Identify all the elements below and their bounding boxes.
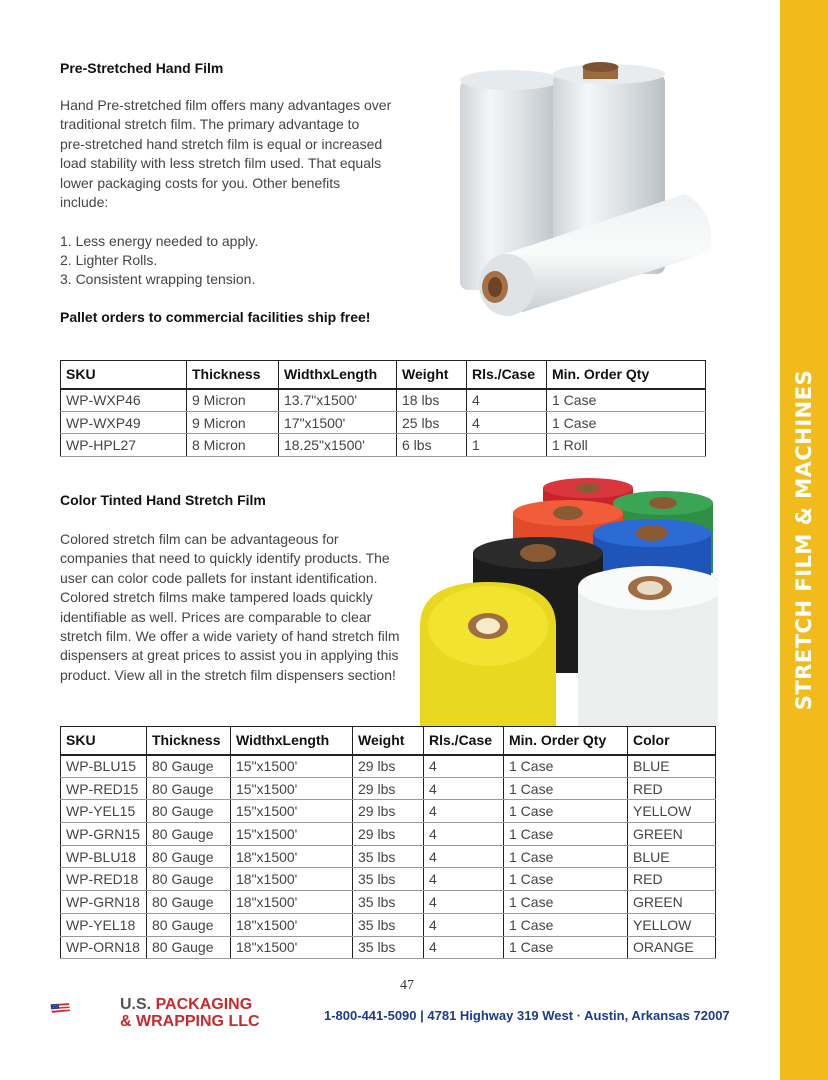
cell-sku: WP-RED18 xyxy=(61,868,147,891)
cell-min-order: 1 Case xyxy=(504,891,628,914)
cell-rolls-case: 4 xyxy=(467,389,547,412)
cell-sku: WP-GRN18 xyxy=(61,891,147,914)
cell-weight: 29 lbs xyxy=(353,823,424,846)
cell-rolls-case: 4 xyxy=(467,411,547,434)
cell-min-order: 1 Case xyxy=(504,800,628,823)
cell-rolls-case: 4 xyxy=(424,891,504,914)
cell-min-order: 1 Case xyxy=(504,845,628,868)
cell-weight: 6 lbs xyxy=(397,434,467,457)
header-width-length: WidthxLength xyxy=(231,727,353,755)
cell-rolls-case: 4 xyxy=(424,800,504,823)
cell-thickness: 80 Gauge xyxy=(147,845,231,868)
cell-color: GREEN xyxy=(628,891,716,914)
cell-thickness: 8 Micron xyxy=(187,434,279,457)
cell-sku: WP-BLU15 xyxy=(61,755,147,778)
contact-info: 1-800-441-5090 | 4781 Highway 319 West · Austin, Arkansas 72007 xyxy=(324,1008,730,1023)
cell-weight: 29 lbs xyxy=(353,755,424,778)
cell-rolls-case: 4 xyxy=(424,823,504,846)
logo-accent: PACKAGING xyxy=(155,996,253,1013)
cell-thickness: 80 Gauge xyxy=(147,777,231,800)
logo-prefix: U.S. xyxy=(120,996,156,1013)
table-row xyxy=(61,411,706,434)
benefits-list xyxy=(60,232,258,289)
cell-thickness: 80 Gauge xyxy=(147,868,231,891)
cell-weight: 35 lbs xyxy=(353,913,424,936)
table-row xyxy=(61,891,716,914)
cell-min-order: 1 Case xyxy=(504,777,628,800)
cell-thickness: 80 Gauge xyxy=(147,823,231,846)
section-heading-prestretched: Pre-Stretched Hand Film xyxy=(60,60,224,76)
cell-sku: WP-ORN18 xyxy=(61,936,147,959)
table-row xyxy=(61,845,716,868)
cell-width-length: 15"x1500' xyxy=(231,823,353,846)
cell-color: ORANGE xyxy=(628,936,716,959)
cell-weight: 35 lbs xyxy=(353,936,424,959)
cell-min-order: 1 Case xyxy=(504,913,628,936)
header-weight: Weight xyxy=(397,361,467,389)
header-thickness: Thickness xyxy=(187,361,279,389)
cell-thickness: 80 Gauge xyxy=(147,800,231,823)
cell-color: YELLOW xyxy=(628,913,716,936)
promo-text: Pallet orders to commercial facilities ship free! xyxy=(60,309,371,325)
cell-min-order: 1 Case xyxy=(504,755,628,778)
table-row xyxy=(61,777,716,800)
cell-width-length: 15"x1500' xyxy=(231,777,353,800)
header-min-order: Min. Order Qty xyxy=(504,727,628,755)
company-logo-text xyxy=(120,996,260,1030)
color-tinted-description xyxy=(60,530,400,685)
cell-min-order: 1 Case xyxy=(547,389,706,412)
cell-color: YELLOW xyxy=(628,800,716,823)
cell-rolls-case: 4 xyxy=(424,936,504,959)
cell-width-length: 18"x1500' xyxy=(231,891,353,914)
prestretched-paragraph: Hand Pre-stretched film offers many advantages over traditional stretch film. The primary advantage to pre-stretched hand stretch film is equal or increased load stability with less stretch film used. That equals lower packaging costs for you. Other benefits include: xyxy=(60,97,392,211)
cell-thickness: 80 Gauge xyxy=(147,891,231,914)
table-row xyxy=(61,936,716,959)
cell-sku: WP-GRN15 xyxy=(61,823,147,846)
cell-thickness: 80 Gauge xyxy=(147,913,231,936)
section-heading-color-tinted: Color Tinted Hand Stretch Film xyxy=(60,492,266,508)
cell-sku: WP-YEL15 xyxy=(61,800,147,823)
header-rolls-case: Rls./Case xyxy=(467,361,547,389)
cell-width-length: 18"x1500' xyxy=(231,868,353,891)
cell-min-order: 1 Roll xyxy=(547,434,706,457)
header-sku: SKU xyxy=(61,361,187,389)
table-row xyxy=(61,434,706,457)
cell-min-order: 1 Case xyxy=(547,411,706,434)
prestretched-description xyxy=(60,96,391,212)
header-rolls-case: Rls./Case xyxy=(424,727,504,755)
cell-color: GREEN xyxy=(628,823,716,846)
table-row xyxy=(61,868,716,891)
cell-width-length: 13.7"x1500' xyxy=(279,389,397,412)
logo-line2: & WRAPPING LLC xyxy=(120,1013,260,1030)
table-row xyxy=(61,913,716,936)
header-thickness: Thickness xyxy=(147,727,231,755)
table-row xyxy=(61,800,716,823)
cell-thickness: 9 Micron xyxy=(187,411,279,434)
cell-sku: WP-YEL18 xyxy=(61,913,147,936)
colored-film-rolls-photo xyxy=(418,478,718,726)
cell-rolls-case: 1 xyxy=(467,434,547,457)
cell-sku: WP-HPL27 xyxy=(61,434,187,457)
cell-rolls-case: 4 xyxy=(424,845,504,868)
cell-min-order: 1 Case xyxy=(504,868,628,891)
header-width-length: WidthxLength xyxy=(279,361,397,389)
cell-rolls-case: 4 xyxy=(424,755,504,778)
cell-width-length: 15"x1500' xyxy=(231,755,353,778)
cell-color: BLUE xyxy=(628,845,716,868)
color-film-table xyxy=(60,726,716,959)
cell-width-length: 17"x1500' xyxy=(279,411,397,434)
clear-film-rolls-photo xyxy=(455,62,725,316)
cell-rolls-case: 4 xyxy=(424,868,504,891)
header-color: Color xyxy=(628,727,716,755)
cell-weight: 35 lbs xyxy=(353,891,424,914)
cell-thickness: 80 Gauge xyxy=(147,936,231,959)
company-logo-flag xyxy=(50,988,120,1028)
cell-width-length: 18"x1500' xyxy=(231,913,353,936)
table-row xyxy=(61,823,716,846)
cell-weight: 35 lbs xyxy=(353,845,424,868)
table-row xyxy=(61,755,716,778)
cell-weight: 25 lbs xyxy=(397,411,467,434)
header-weight: Weight xyxy=(353,727,424,755)
header-min-order: Min. Order Qty xyxy=(547,361,706,389)
cell-sku: WP-RED15 xyxy=(61,777,147,800)
cell-min-order: 1 Case xyxy=(504,936,628,959)
prestretched-film-table xyxy=(60,360,706,457)
list-item: 1. Less energy needed to apply. xyxy=(60,233,259,249)
list-item: 2. Lighter Rolls. xyxy=(60,252,158,268)
page-number: 47 xyxy=(400,978,414,993)
list-item: 3. Consistent wrapping tension. xyxy=(60,271,256,287)
cell-thickness: 9 Micron xyxy=(187,389,279,412)
cell-sku: WP-WXP49 xyxy=(61,411,187,434)
cell-color: BLUE xyxy=(628,755,716,778)
table-header-row xyxy=(61,727,716,755)
cell-sku: WP-BLU18 xyxy=(61,845,147,868)
cell-color: RED xyxy=(628,777,716,800)
table-row xyxy=(61,389,706,412)
side-tab xyxy=(780,0,828,1080)
cell-thickness: 80 Gauge xyxy=(147,755,231,778)
cell-weight: 35 lbs xyxy=(353,868,424,891)
cell-weight: 29 lbs xyxy=(353,800,424,823)
cell-width-length: 15"x1500' xyxy=(231,800,353,823)
cell-color: RED xyxy=(628,868,716,891)
cell-rolls-case: 4 xyxy=(424,913,504,936)
header-sku: SKU xyxy=(61,727,147,755)
color-tinted-paragraph: Colored stretch film can be advantageous for companies that need to quickly identify products. The user can color code pallets for instant identification. Colored stretch films make tampered loads quickly identifiable as well. Prices are comparable to clear stretch film. We offer a wide variety of hand stretch film dispensers at great prices to assist you in applying this product. View all in the stretch film dispensers section! xyxy=(60,531,400,683)
side-tab-label: STRETCH FILM & MACHINES xyxy=(792,369,816,711)
cell-weight: 29 lbs xyxy=(353,777,424,800)
cell-rolls-case: 4 xyxy=(424,777,504,800)
cell-sku: WP-WXP46 xyxy=(61,389,187,412)
cell-width-length: 18.25"x1500' xyxy=(279,434,397,457)
cell-width-length: 18"x1500' xyxy=(231,936,353,959)
cell-min-order: 1 Case xyxy=(504,823,628,846)
cell-width-length: 18"x1500' xyxy=(231,845,353,868)
table-header-row xyxy=(61,361,706,389)
cell-weight: 18 lbs xyxy=(397,389,467,412)
